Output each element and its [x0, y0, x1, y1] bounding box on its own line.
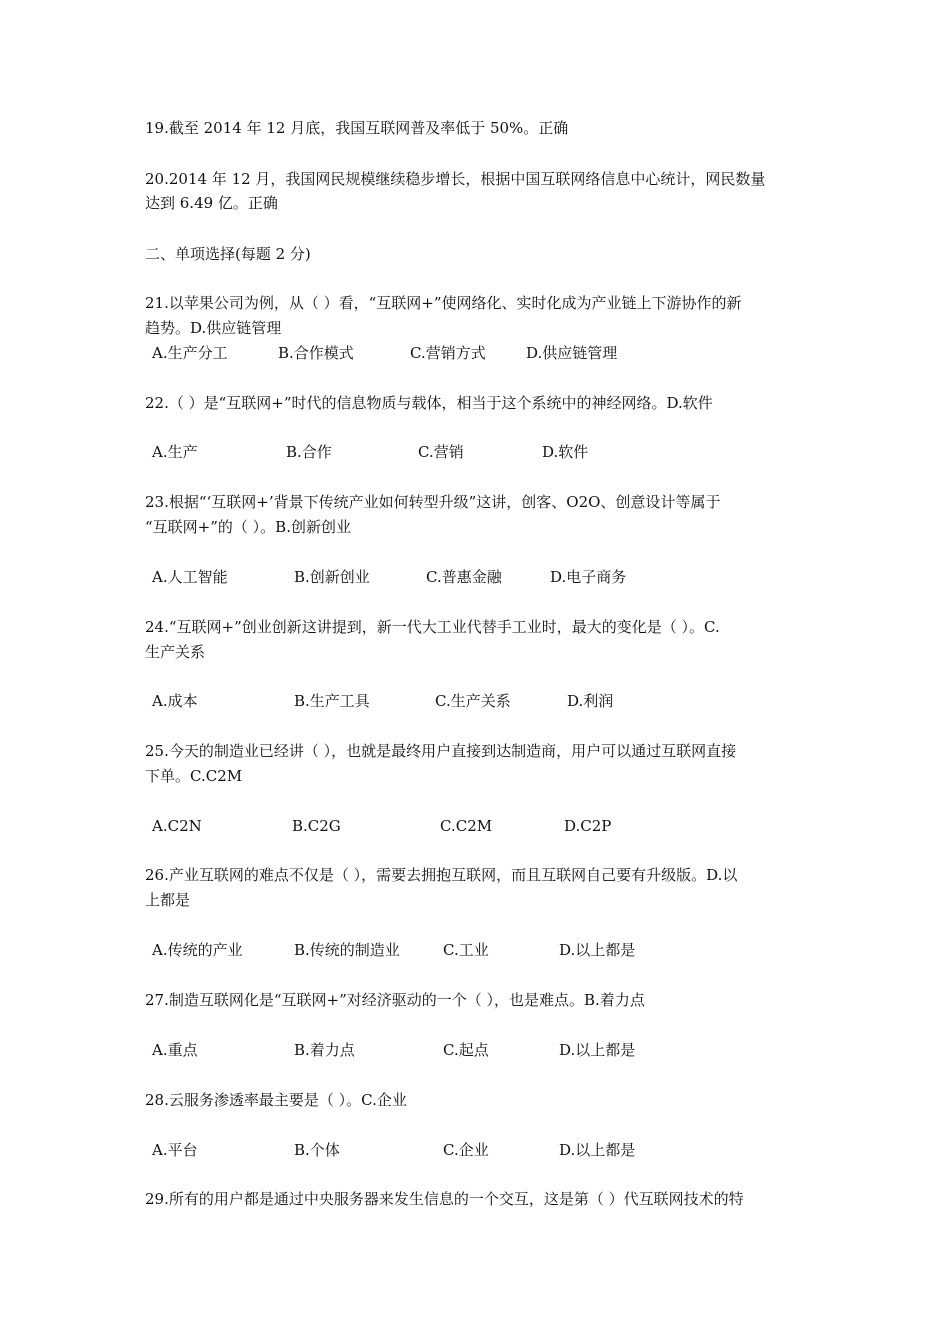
option-c: C.营销方式 [410, 344, 486, 362]
question-20-line-1: 20.2014 年 12 月，我国网民规模继续稳步增长，根据中国互联网络信息中心统计，网民数量 [145, 170, 766, 188]
option-d: D.以上都是 [559, 1141, 636, 1159]
question-28: 28.云服务渗透率最主要是（ ）。C.企业 [145, 1091, 407, 1109]
question-26-line-1: 26.产业互联网的难点不仅是（ ），需要去拥抱互联网，而且互联网自己要有升级版。D.以 [145, 866, 738, 884]
option-d: D.以上都是 [559, 1041, 636, 1059]
option-b: B.个体 [294, 1141, 340, 1159]
question-22-options [152, 443, 852, 461]
question-24-options [152, 692, 852, 710]
question-26-options [152, 941, 852, 959]
option-b: B.生产工具 [294, 692, 370, 710]
question-25-options [152, 817, 852, 835]
question-24-line-2: 生产关系 [145, 643, 206, 661]
option-c: C.企业 [443, 1141, 489, 1159]
option-b: B.合作模式 [278, 344, 354, 362]
option-c: C.营销 [418, 443, 464, 461]
question-26-line-2: 上都是 [145, 891, 191, 909]
question-21-options [152, 344, 852, 362]
option-b: B.着力点 [294, 1041, 355, 1059]
option-a: A.人工智能 [152, 568, 228, 586]
option-a: A.成本 [152, 692, 198, 710]
question-24-line-1: 24.“互联网+”创业创新这讲提到，新一代大工业代替手工业时，最大的变化是（ ）。C. [145, 618, 720, 636]
question-25-line-2: 下单。C.C2M [145, 767, 243, 785]
option-b: B.创新创业 [294, 568, 370, 586]
option-a: A.生产 [152, 443, 198, 461]
option-c: C.生产关系 [435, 692, 511, 710]
question-29-line-1: 29.所有的用户都是通过中央服务器来发生信息的一个交互，这是第（ ）代互联网技术的特 [145, 1190, 744, 1208]
option-c: C.起点 [443, 1041, 489, 1059]
question-27: 27.制造互联网化是“互联网+”对经济驱动的一个（ ），也是难点。B.着力点 [145, 991, 645, 1009]
option-c: C.普惠金融 [426, 568, 502, 586]
option-d: D.供应链管理 [526, 344, 618, 362]
question-22: 22.（ ）是“互联网+”时代的信息物质与载体，相当于这个系统中的神经网络。D.软件 [145, 394, 713, 412]
section-heading-single-choice: 二、单项选择(每题 2 分) [145, 245, 311, 263]
question-19: 19.截至 2014 年 12 月底，我国互联网普及率低于 50%。正确 [145, 119, 569, 137]
question-20-line-2: 达到 6.49 亿。正确 [145, 194, 278, 212]
option-b: B.传统的制造业 [294, 941, 400, 959]
option-d: D.利润 [567, 692, 614, 710]
option-a: A.传统的产业 [152, 941, 243, 959]
question-21-line-1: 21.以苹果公司为例，从（ ）看，“互联网+”使网络化、实时化成为产业链上下游协作的新 [145, 294, 742, 312]
option-d: D.C2P [564, 817, 612, 835]
option-d: D.电子商务 [550, 568, 627, 586]
option-c: C.工业 [443, 941, 489, 959]
question-25-line-1: 25.今天的制造业已经讲（ ），也就是最终用户直接到达制造商，用户可以通过互联网直接 [145, 742, 737, 760]
question-28-options [152, 1141, 852, 1159]
question-23-line-2: “互联网+”的（ ）。B.创新创业 [145, 518, 351, 536]
option-b: B.合作 [286, 443, 332, 461]
question-21-line-2: 趋势。D.供应链管理 [145, 319, 282, 337]
option-a: A.生产分工 [152, 344, 228, 362]
question-27-options [152, 1041, 852, 1059]
question-23-line-1: 23.根据“‘互联网+’背景下传统产业如何转型升级”这讲，创客、O2O、创意设计等属于 [145, 493, 721, 511]
question-23-options [152, 568, 852, 586]
option-d: D.以上都是 [559, 941, 636, 959]
option-b: B.C2G [292, 817, 341, 835]
option-c: C.C2M [440, 817, 493, 835]
option-a: A.重点 [152, 1041, 198, 1059]
option-d: D.软件 [542, 443, 589, 461]
option-a: A.C2N [152, 817, 202, 835]
option-a: A.平台 [152, 1141, 198, 1159]
